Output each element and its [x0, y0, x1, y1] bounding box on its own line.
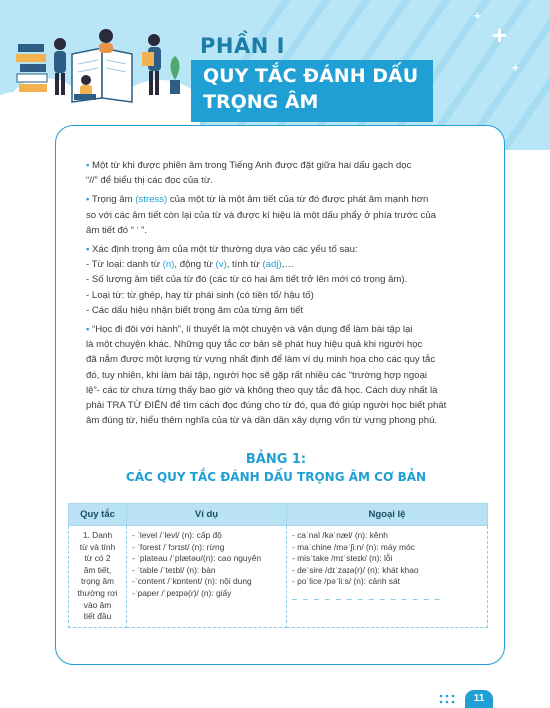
bullet-icon: •: [86, 194, 90, 206]
paragraph-3: [86, 242, 466, 318]
highlight-term: (n): [162, 259, 175, 271]
column-header-exceptions: Ngoại lệ: [287, 504, 488, 526]
text-line: Xác định trọng âm của một từ thường dựa vào các yếu tố sau:: [92, 244, 358, 256]
highlight-term: ': [134, 224, 142, 236]
dashed-line: _ _ _ _ _ _ _ _ _ _ _ _ _ _: [292, 589, 442, 600]
examples-cell: [127, 526, 287, 628]
example-item: -ˈpaper /ˈpeɪpə(r)/ (n): giấy: [132, 587, 232, 598]
example-item: -ˈcontent /ˈkɒntent/ (n): nội dung: [132, 576, 252, 587]
table-heading: [86, 452, 466, 486]
highlight-term: (adj): [262, 259, 282, 271]
text-span: , động từ: [174, 259, 216, 271]
exception-item: - misˈtake /mɪˈsteɪk/ (n): lỗi: [292, 553, 393, 564]
text-line: - Loại từ: từ ghép, hay từ phái sinh (có tiền tố/ hậu tố): [86, 289, 314, 301]
stress-rules-table: [68, 503, 488, 628]
text-line: Một từ khi được phiên âm trong Tiếng Anh được đặt giữa hai dấu gạch dọc: [92, 160, 412, 171]
text-line: đã nắm được một lượng từ vựng nhất định để làm ví dụ minh họa cho các quy tắc: [86, 354, 436, 366]
students-books-illustration: [14, 14, 184, 114]
highlight-term: (stress): [135, 194, 168, 206]
text-line: - Số lượng âm tiết của từ đó (các từ có hai âm tiết trở lên mới có trọng âm).: [86, 274, 408, 286]
example-item: - ˈforest /ˈfɔrɪst/ (n): rừng: [132, 541, 225, 552]
text-span: của một từ là một âm tiết của từ đó được phát âm mạnh hơn: [167, 194, 429, 206]
page-number: 11: [465, 690, 493, 708]
text-line: là một chuyện khác. Những quy tắc cơ bản sẽ phát huy hiệu quả khi người học: [86, 339, 423, 351]
column-header-examples: Ví dụ: [127, 504, 287, 526]
text-line: đó, tuy nhiên, khi làm bài tập, người học sẽ gặp rất nhiều các “trường hợp ngoại: [86, 369, 428, 381]
rule-cell: [69, 526, 127, 628]
exceptions-cell: [287, 526, 488, 628]
paragraph-2: [86, 192, 466, 238]
text-span: Trọng âm: [91, 194, 136, 206]
table-row: [69, 526, 488, 628]
bullet-icon: •: [86, 160, 90, 171]
rule-line: trọng âm: [80, 576, 115, 587]
text-line: “Học đi đôi với hành”, lí thuyết là một chuyện và vận dụng để làm bài tập lại: [92, 324, 413, 336]
chapter-title-line-1: QUY TẮC ĐÁNH DẤU: [203, 65, 419, 87]
table-header-row: [69, 504, 488, 526]
column-header-rule: Quy tắc: [69, 504, 127, 526]
text-line: so với các âm tiết còn lại của từ và được kí hiệu là một dấu phẩy ở phía trước của: [86, 209, 436, 221]
paragraph-1: [86, 158, 466, 188]
page-dots-decoration: [438, 693, 460, 705]
example-item: - ˈplateau /ˈplætəʊ/(n): cao nguyên: [132, 553, 262, 564]
exception-item: - poˈlice /pəˈliːs/ (n): cảnh sát: [292, 576, 400, 587]
table-title: CÁC QUY TẮC ĐÁNH DẤU TRỌNG ÂM CƠ BẢN: [125, 470, 427, 484]
bullet-icon: •: [86, 324, 90, 336]
plus-decoration-icon: +: [512, 61, 520, 75]
rule-line: vào âm: [83, 599, 112, 610]
intro-text: [86, 158, 466, 432]
text-line: phải TRA TỪ ĐIỂN để tìm cách đọc đúng cho từ đó, qua đó giúp người học biết phát: [86, 400, 447, 412]
text-span: - Từ loại: danh từ: [86, 259, 163, 271]
rule-line: từ và tính: [79, 541, 116, 552]
rule-line: tiết đầu: [83, 611, 112, 622]
table-number: BẢNG 1:: [245, 452, 307, 467]
text-span: ”.: [141, 224, 148, 236]
rule-line: thường rơi: [77, 587, 118, 598]
exception-item: - maˈchine /məˈʃiːn/ (n): máy móc: [292, 541, 415, 552]
text-line: “//” để biểu thị các đọc của từ.: [86, 175, 213, 187]
text-span: , tính từ: [226, 259, 263, 271]
paragraph-4: [86, 322, 466, 428]
rule-line: âm tiết,: [83, 564, 112, 575]
text-line: lệ”- các từ chưa từng thấy bao giờ và không theo quy tắc đã học. Cách duy nhất là: [86, 384, 438, 396]
plus-decoration-icon: +: [474, 9, 482, 23]
text-line: - Các dấu hiệu nhận biết trọng âm của từng âm tiết: [86, 304, 304, 316]
example-item: - ˈlevel /ˈlevl/ (n): cấp độ: [132, 530, 222, 540]
part-label: PHẦN I: [200, 34, 285, 58]
plus-decoration-icon: +: [492, 20, 508, 50]
chapter-title-line-2: TRỌNG ÂM: [203, 91, 319, 113]
exception-item: - deˈsire /dɪˈzaɪə(r)/ (n): khát khao: [292, 564, 419, 575]
rule-line: 1. Danh: [82, 530, 113, 540]
example-item: - ˈtable /ˈteɪbl/ (n): bàn: [132, 564, 216, 575]
bullet-icon: •: [86, 244, 90, 256]
text-span: ,…: [281, 259, 294, 271]
text-span: âm tiết đó “: [86, 224, 134, 236]
chapter-title-box: [191, 60, 433, 122]
text-line: âm đúng từ, hiểu thêm nghĩa của từ và dần dần xây dựng vốn từ vựng phong phú.: [86, 415, 438, 427]
exception-item: - caˈnal /kəˈnæl/ (n): kênh: [292, 530, 388, 540]
rule-line: từ có 2: [84, 553, 111, 564]
highlight-term: (v): [215, 259, 227, 271]
